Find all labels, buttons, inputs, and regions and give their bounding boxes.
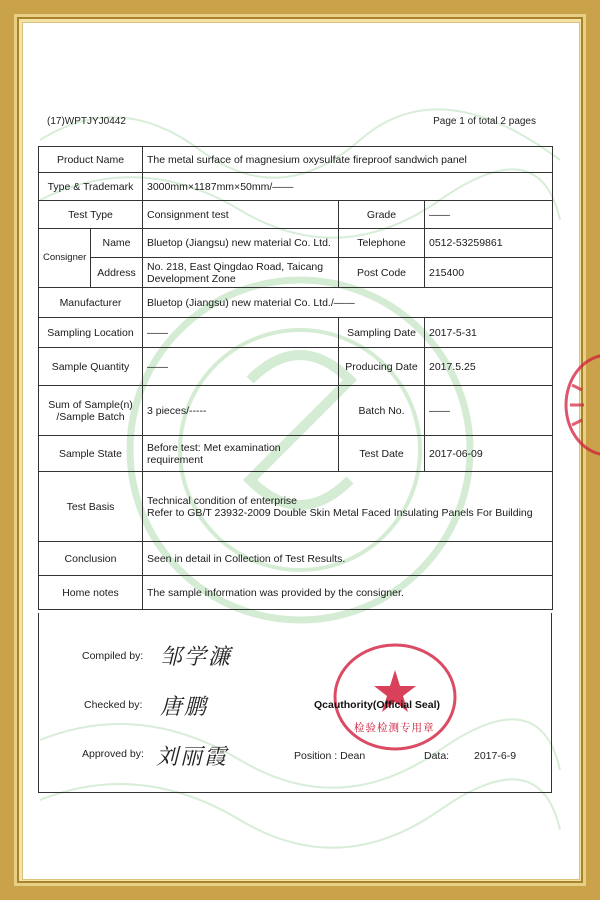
telephone-label: Telephone	[339, 229, 425, 258]
checked-by-label: Checked by:	[84, 699, 143, 711]
type-trademark-value: 3000mm×1187mm×50mm/——	[143, 173, 553, 201]
address-value: No. 218, East Qingdao Road, Taicang Development Zone	[143, 258, 339, 288]
row-sampling-location	[39, 318, 553, 348]
grade-value: ——	[425, 201, 553, 229]
approved-by-label: Approved by:	[82, 748, 144, 760]
test-basis-value	[143, 472, 553, 542]
row-conclusion	[39, 542, 553, 576]
row-sum-of-sample	[39, 386, 553, 436]
conclusion-label: Conclusion	[39, 542, 143, 576]
date-label: Data:	[424, 750, 450, 762]
sample-state-label: Sample State	[39, 436, 143, 472]
batch-no-value: ——	[425, 386, 553, 436]
sampling-location-value: ——	[143, 318, 339, 348]
address-label: Address	[91, 258, 143, 288]
test-type-label: Test Type	[39, 201, 143, 229]
sum-of-sample-label: Sum of Sample(n) /Sample Batch	[39, 386, 143, 436]
date-value: 2017-6-9	[474, 750, 517, 762]
row-test-type	[39, 201, 553, 229]
grade-label: Grade	[339, 201, 425, 229]
type-trademark-label: Type & Trademark	[39, 173, 143, 201]
consigner-label: Consigner	[39, 229, 91, 288]
sum-of-sample-value: 3 pieces/-----	[143, 386, 339, 436]
position-text: Position : Dean	[294, 750, 366, 762]
sampling-date-label: Sampling Date	[339, 318, 425, 348]
manufacturer-value: Bluetop (Jiangsu) new material Co. Ltd./——	[143, 288, 553, 318]
sampling-location-label: Sampling Location	[39, 318, 143, 348]
batch-no-label: Batch No.	[339, 386, 425, 436]
compiled-by-label: Compiled by:	[82, 650, 144, 662]
row-home-notes	[39, 576, 553, 610]
official-seal-stamp-text: 检验检测专用章	[354, 722, 435, 734]
postcode-label: Post Code	[339, 258, 425, 288]
product-name-label: Product Name	[39, 147, 143, 173]
test-date-label: Test Date	[339, 436, 425, 472]
home-notes-label: Home notes	[39, 576, 143, 610]
row-sample-quantity	[39, 348, 553, 386]
row-manufacturer	[39, 288, 553, 318]
test-basis-line-2: Refer to GB/T 23932-2009 Double Skin Metal Faced Insulating Panels For Building	[147, 506, 533, 519]
sample-quantity-value: ——	[143, 348, 339, 386]
product-name-value: The metal surface of magnesium oxysulfate fireproof sandwich panel	[143, 147, 553, 173]
checked-by-signature: 唐鹏	[160, 695, 209, 720]
test-date-value: 2017-06-09	[425, 436, 553, 472]
sample-state-value: Before test: Met examination requirement	[143, 436, 339, 472]
telephone-value: 0512-53259861	[425, 229, 553, 258]
test-basis-label: Test Basis	[39, 472, 143, 542]
row-type-trademark	[39, 173, 553, 201]
side-seal-partial	[560, 350, 600, 460]
approved-by-signature: 刘丽霞	[156, 745, 229, 770]
consigner-name-value: Bluetop (Jiangsu) new material Co. Ltd.	[143, 229, 339, 258]
conclusion-value: Seen in detail in Collection of Test Results.	[143, 542, 553, 576]
report-number: (17)WPTJYJ0442	[47, 116, 126, 127]
consigner-name-label: Name	[91, 229, 143, 258]
test-report-table	[38, 146, 553, 610]
test-basis-line-1: Technical condition of enterprise	[147, 494, 298, 507]
row-sample-state	[39, 436, 553, 472]
row-product-name	[39, 147, 553, 173]
row-consigner-name	[39, 229, 553, 258]
postcode-value: 215400	[425, 258, 553, 288]
sampling-date-value: 2017-5-31	[425, 318, 553, 348]
compiled-by-signature: 邹学濂	[160, 645, 233, 670]
page-info: Page 1 of total 2 pages	[433, 116, 536, 127]
producing-date-label: Producing Date	[339, 348, 425, 386]
official-seal-label: Qcauthority(Official Seal)	[314, 699, 441, 711]
producing-date-value: 2017.5.25	[425, 348, 553, 386]
row-test-basis	[39, 472, 553, 542]
home-notes-value: The sample information was provided by the consigner.	[143, 576, 553, 610]
manufacturer-label: Manufacturer	[39, 288, 143, 318]
row-consigner-address	[39, 258, 553, 288]
test-type-value: Consignment test	[143, 201, 339, 229]
official-seal-stamp	[330, 640, 460, 755]
sample-quantity-label: Sample Quantity	[39, 348, 143, 386]
